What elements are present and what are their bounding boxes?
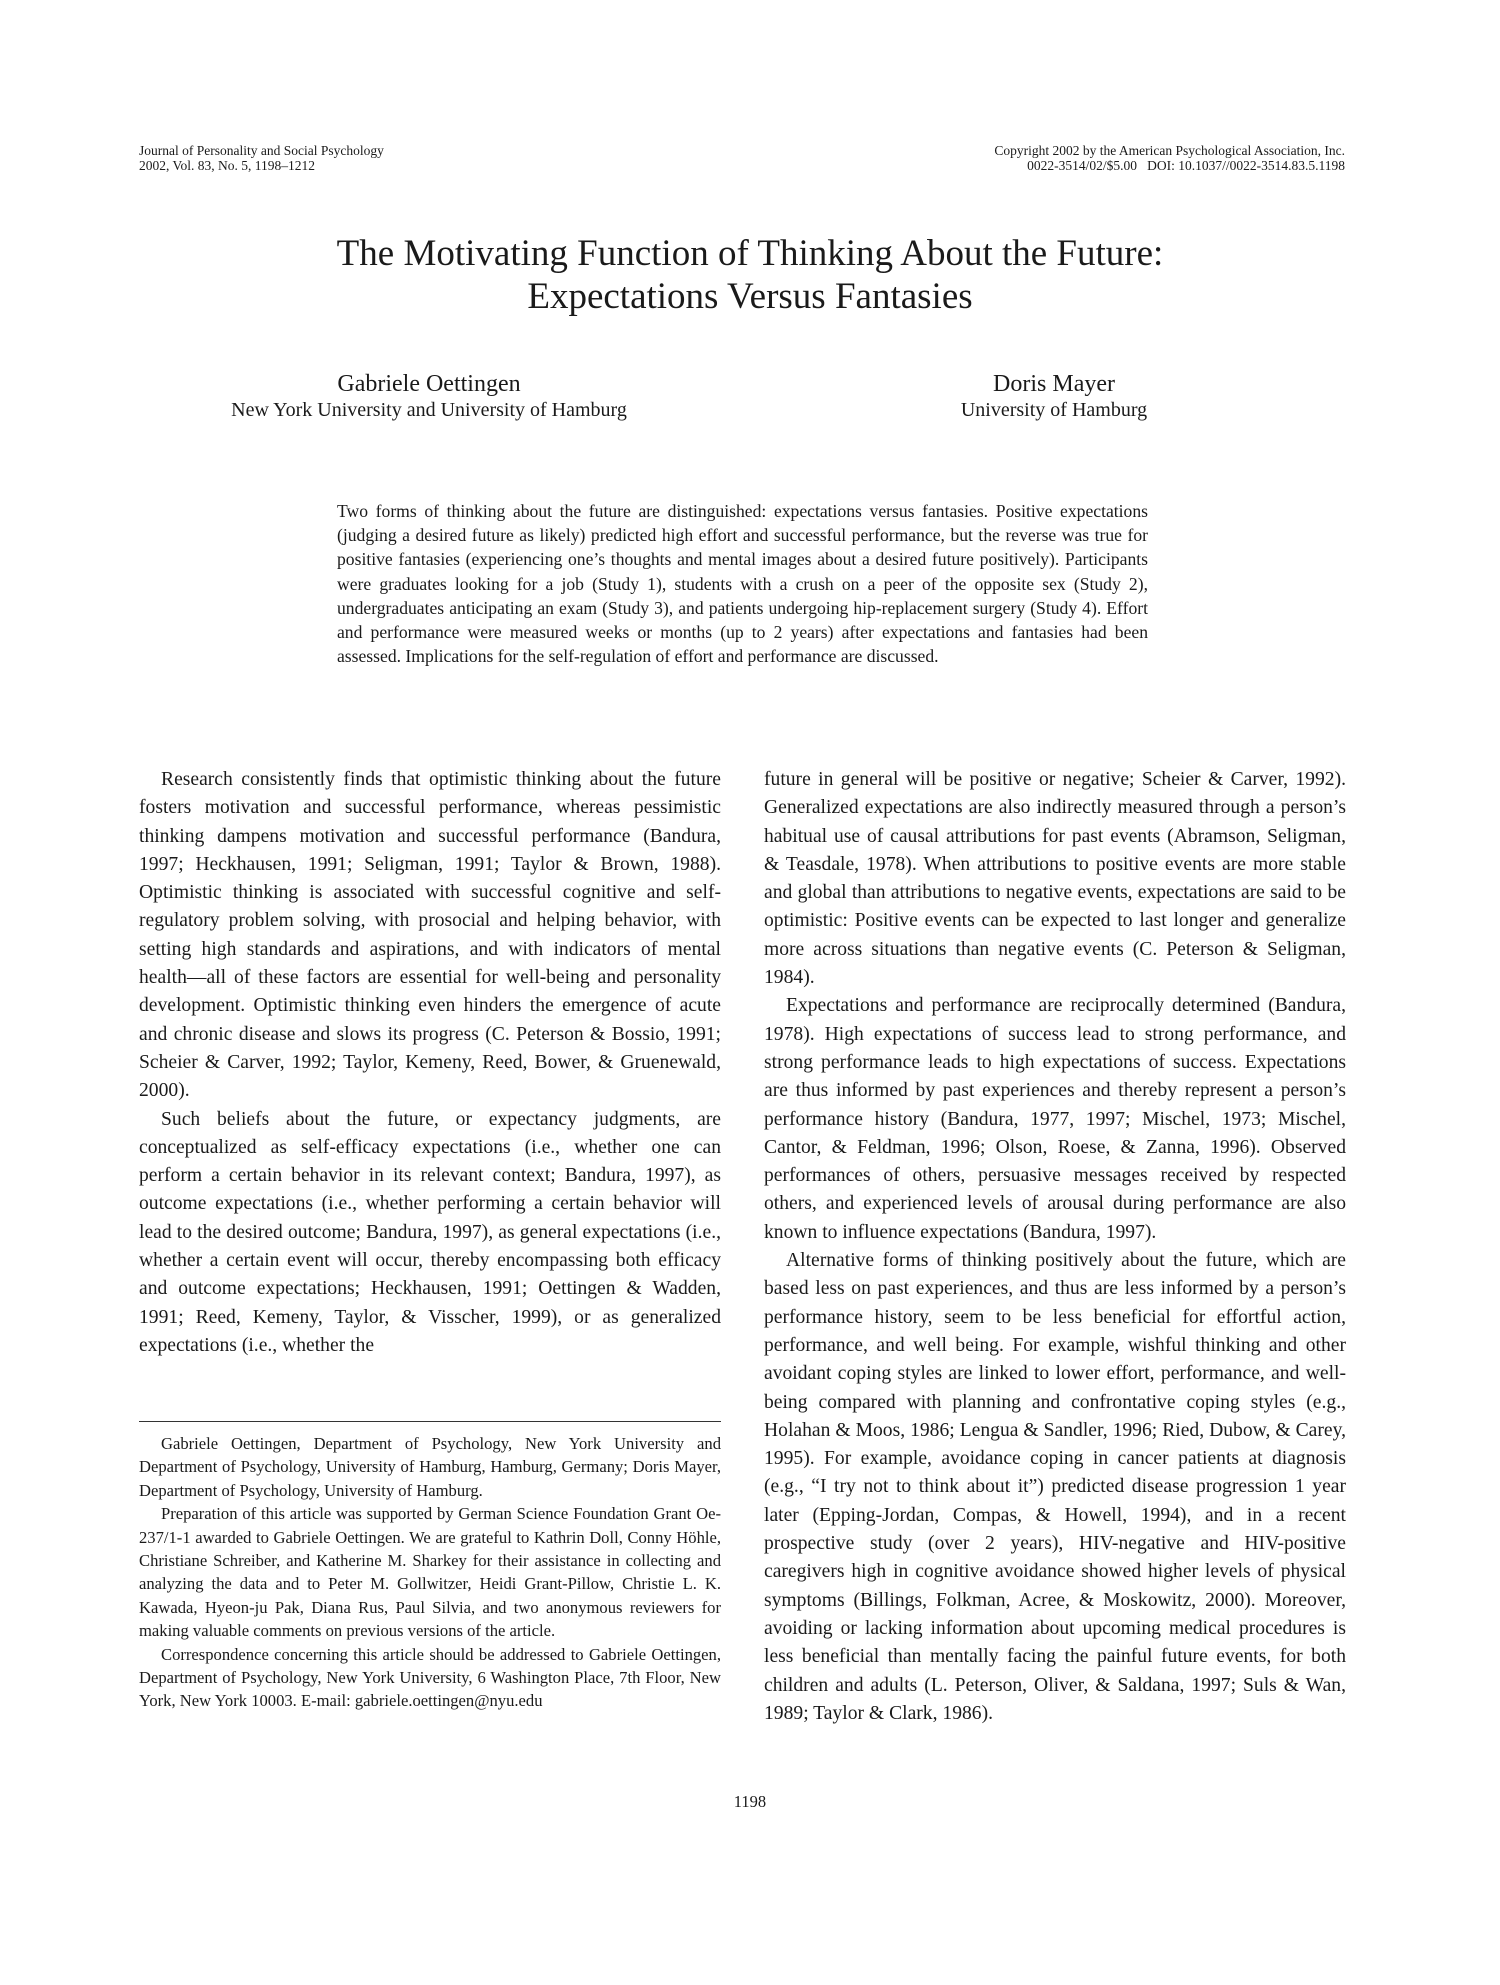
author-name: Doris Mayer — [993, 371, 1115, 397]
journal-volume: 2002, Vol. 83, No. 5, 1198–1212 — [139, 158, 316, 173]
author-affiliation: University of Hamburg — [960, 399, 1148, 421]
body-paragraph: future in general will be positive or negative; Scheier & Carver, 1992). Generalized expectations are also indirectly measured through a person’s habitual use of causal attributions for past events (Abramson, Seligman, & Teasdale, 1978). When attributions to positive events are more stable and global than attributions to negative events, expectations are said to be optimistic: Positive events can be expected to last longer and generalize more across situations than negative events (C. Peterson & Seligman, 1984). — [764, 769, 1346, 989]
body-paragraph: Such beliefs about the future, or expectancy judgments, are conceptualized as self-efficacy expectations (i.e., whether one can perform a certain behavior in its relevant context; Bandura, 1997), as outcome expectations (i.e., whether performing a certain behavior will lead to the desired outcome; Bandura, 1997), as general expectations (i.e., whether a certain event will occur, thereby encompassing both efficacy and outcome expectations; Heckhausen, 1991; Oettingen & Wadden, 1991; Reed, Kemeny, Taylor, & Visscher, 1999), or as generalized expectations (i.e., whether the — [139, 1108, 721, 1356]
title-line-2: Expectations Versus Fantasies — [527, 276, 973, 317]
author-name: Gabriele Oettingen — [337, 371, 521, 397]
footnote-correspondence: Correspondence concerning this article should be addressed to Gabriele Oettingen, Department of Psychology, New York University, 6 Washington Place, 7th Floor, New York, New York 10003. E-mail: gabriele.oettingen@nyu.edu — [139, 1644, 721, 1711]
left-column — [139, 766, 721, 1360]
footnote-acknowledgments: Preparation of this article was supported by German Science Foundation Grant Oe-237/1-1 awarded to Gabriele Oettingen. We are grateful to Kathrin Doll, Conny Höhle, Christiane Schreiber, and Katherine M. Sharkey for their assistance in collecting and analyzing the data and to Peter M. Gollwitzer, Heidi Grant-Pillow, Christie L. K. Kawada, Hyeon-ju Pak, Diana Rus, Paul Silvia, and two anonymous reviewers for making valuable comments on previous versions of the article. — [139, 1504, 721, 1641]
abstract: Two forms of thinking about the future are distinguished: expectations versus fantasies. Positive expectations (judging a desired future as likely) predicted high effort and successful performance, but the reverse was true for positive fantasies (experiencing one’s thoughts and mental images about a desired future positively). Participants were graduates looking for a job (Study 1), students with a crush on a peer of the opposite sex (Study 2), undergraduates anticipating an exam (Study 3), and patients undergoing hip-replacement surgery (Study 4). Effort and performance were measured weeks or months (up to 2 years) after expectations and fantasies had been assessed. Implications for the self-regulation of effort and performance are discussed. — [337, 501, 1148, 667]
footnote-divider — [139, 1421, 721, 1422]
body-paragraph: Alternative forms of thinking positively about the future, which are based less on past experiences, and thus are less informed by a person’s performance history, seem to be less beneficial for effortful action, performance, and well being. For example, wishful thinking and other avoidant coping styles are linked to lower effort, performance, and well-being compared with planning and confrontative coping styles (e.g., Holahan & Moos, 1986; Lengua & Sandler, 1996; Ried, Dubow, & Carey, 1995). For example, avoidance coping in cancer patients at diagnosis (e.g., “I try not to think about it”) predicted disease progression 1 year later (Epping-Jordan, Compas, & Howell, 1994), and in a recent prospective study (over 2 years), HIV-negative and HIV-positive caregivers high in cognitive avoidance showed higher levels of physical symptoms (Billings, Folkman, Acree, & Moskowitz, 2000). Moreover, avoiding or lacking information about upcoming medical procedures is less beneficial than mentally facing the painful future events, for both children and adults (L. Peterson, Oliver, & Saldana, 1997; Suls & Wan, 1989; Taylor & Clark, 1986). — [764, 1250, 1346, 1724]
copyright-header — [994, 143, 1345, 173]
article-title — [0, 232, 1500, 318]
footnotes — [139, 1432, 721, 1713]
author-affiliation: New York University and University of Hamburg — [231, 399, 627, 421]
title-line-1: The Motivating Function of Thinking About the Future: — [336, 233, 1164, 274]
journal-header — [139, 143, 384, 173]
doi: 0022-3514/02/$5.00 DOI: 10.1037//0022-3514.83.5.1198 — [1027, 158, 1345, 173]
body-paragraph: Expectations and performance are reciprocally determined (Bandura, 1978). High expectations of success lead to strong performance, and strong performance leads to high expectations of success. Expectations are thus informed by past experiences and thereby represent a person’s performance history (Bandura, 1977, 1997; Mischel, 1973; Mischel, Cantor, & Feldman, 1996; Olson, Roese, & Zanna, 1996). Observed performances of others, persuasive messages received by respected others, and experienced levels of arousal during performance are also known to influence expectations (Bandura, 1997). — [764, 995, 1346, 1243]
page-number: 1198 — [733, 1792, 767, 1811]
author-2 — [774, 370, 1334, 422]
author-1 — [149, 370, 709, 422]
right-column — [764, 766, 1346, 1728]
body-paragraph: Research consistently finds that optimistic thinking about the future fosters motivation and successful performance, whereas pessimistic thinking dampens motivation and successful performance (Bandura, 1997; Heckhausen, 1991; Seligman, 1991; Taylor & Brown, 1988). Optimistic thinking is associated with successful cognitive and self-regulatory problem solving, with prosocial and helping behavior, with setting high standards and aspirations, and with indicators of mental health—all of these factors are essential for well-being and personality development. Optimistic thinking even hinders the emergence of acute and chronic disease and slows its progress (C. Peterson & Bossio, 1991; Scheier & Carver, 1992; Taylor, Kemeny, Reed, Bower, & Gruenewald, 2000). — [139, 769, 721, 1102]
journal-name: Journal of Personality and Social Psychology — [139, 143, 384, 158]
copyright-notice: Copyright 2002 by the American Psychological Association, Inc. — [994, 143, 1345, 158]
footnote-affiliation: Gabriele Oettingen, Department of Psychology, New York University and Department of Psychology, University of Hamburg, Hamburg, Germany; Doris Mayer, Department of Psychology, University of Hamburg. — [139, 1434, 721, 1500]
